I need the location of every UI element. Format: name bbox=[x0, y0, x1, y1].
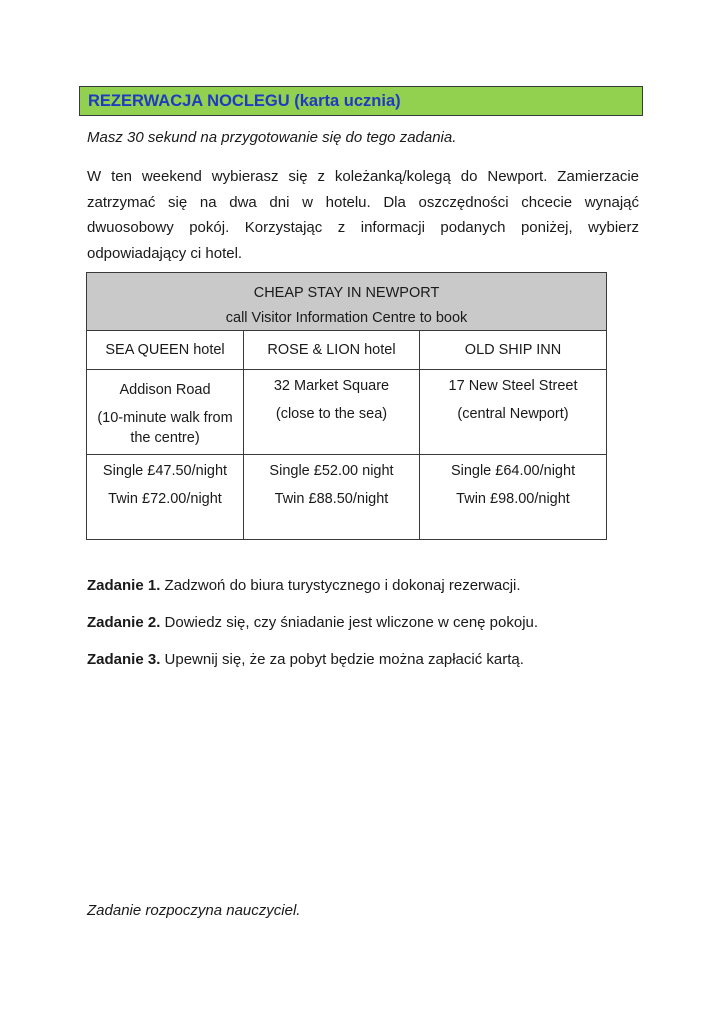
hotel-prices-row bbox=[87, 455, 607, 540]
hotel-price-cell bbox=[87, 455, 244, 540]
table-header-row bbox=[87, 273, 607, 331]
hotels-table bbox=[86, 272, 607, 540]
task-3 bbox=[87, 650, 647, 670]
task-text: Upewnij się, że za pobyt będzie można zapłacić kartą. bbox=[164, 651, 524, 668]
table-header-subtitle: call Visitor Information Centre to book bbox=[225, 310, 468, 326]
hotel-name-cell: ROSE & LION hotel bbox=[244, 331, 420, 370]
twin-price: Twin £72.00/night bbox=[108, 491, 222, 507]
instructions-paragraph: W ten weekend wybierasz się z koleżanką/kolegą do Newport. Zamierzacie zatrzymać się na dwa dni w hotelu. Dla oszczędności chcecie wynająć dwuosobowy pokój. Korzystając z informacji podanych poniżej, wybierz odpowiadający ci hotel. bbox=[87, 168, 639, 262]
intro-text: Masz 30 sekund na przygotowanie się do tego zadania. bbox=[87, 129, 457, 146]
twin-price: Twin £88.50/night bbox=[274, 491, 389, 507]
task-text: Dowiedz się, czy śniadanie jest wliczone w cenę pokoju. bbox=[164, 614, 539, 631]
twin-price: Twin £98.00/night bbox=[456, 491, 570, 507]
hotel-location-note: (close to the sea) bbox=[275, 406, 388, 422]
task-label: Zadanie 3. bbox=[87, 651, 161, 668]
table-header-title: CHEAP STAY IN NEWPORT bbox=[253, 285, 440, 301]
hotel-address-row bbox=[87, 370, 607, 455]
hotel-location-note: (central Newport) bbox=[457, 406, 569, 422]
hotel-address-cell bbox=[87, 370, 244, 455]
single-price: Single £64.00/night bbox=[450, 463, 576, 479]
hotel-address: Addison Road bbox=[119, 382, 211, 398]
page-title: REZERWACJA NOCLEGU (karta ucznia) bbox=[88, 91, 401, 110]
hotel-address: 17 New Steel Street bbox=[448, 378, 578, 394]
hotel-address: 32 Market Square bbox=[273, 378, 390, 394]
hotel-price-cell bbox=[244, 455, 420, 540]
title-box bbox=[79, 86, 643, 116]
hotel-address-cell bbox=[244, 370, 420, 455]
task-1 bbox=[87, 576, 647, 596]
task-label: Zadanie 1. bbox=[87, 577, 161, 594]
hotel-address-cell bbox=[420, 370, 607, 455]
single-price: Single £47.50/night bbox=[102, 463, 228, 479]
task-label: Zadanie 2. bbox=[87, 614, 161, 631]
table-header-cell bbox=[87, 273, 607, 331]
task-text: Zadzwoń do biura turystycznego i dokonaj rezerwacji. bbox=[164, 577, 521, 594]
hotel-price-cell bbox=[420, 455, 607, 540]
footer-note: Zadanie rozpoczyna nauczyciel. bbox=[87, 902, 301, 919]
hotel-names-row bbox=[87, 331, 607, 370]
hotel-name-cell: OLD SHIP INN bbox=[420, 331, 607, 370]
single-price: Single £52.00 night bbox=[269, 463, 394, 479]
task-2 bbox=[87, 613, 647, 633]
hotel-name-cell: SEA QUEEN hotel bbox=[87, 331, 244, 370]
hotel-location-note: (10-minute walk from the centre) bbox=[97, 410, 233, 446]
